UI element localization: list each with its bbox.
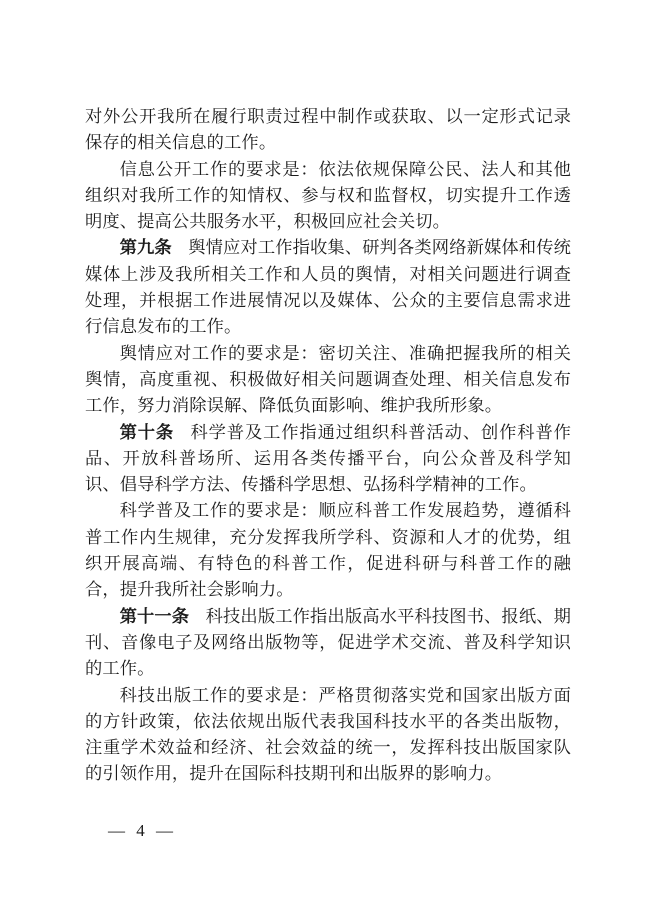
article-number: 第十一条 <box>119 606 190 626</box>
paragraph-text: 舆情应对工作指收集、研判各类网络新媒体和传统媒体上涉及我所相关工作和人员的舆情，对相关问题进行调查处理，并根据工作进展情况以及媒体、公众的主要信息需求进行信息发布的工作。 <box>85 238 571 337</box>
paragraph: 科学普及工作的要求是：顺应科普工作发展趋势，遵循科普工作内生规律，充分发挥我所学科、资源和人才的优势，组织开展高端、有特色的科普工作，促进科研与科普工作的融合，提升我所社会影响力。 <box>85 501 571 600</box>
paragraph <box>85 420 571 499</box>
paragraph <box>85 235 571 340</box>
paragraph: 舆情应对工作的要求是：密切关注、准确把握我所的相关舆情，高度重视、积极做好相关问题调查处理、相关信息发布工作，努力消除误解、降低负面影响、维护我所形象。 <box>85 343 571 416</box>
paragraph <box>85 604 571 683</box>
document-body <box>85 104 571 788</box>
paragraph: 信息公开工作的要求是：依法依规保障公民、法人和其他组织对我所工作的知情权、参与权和监督权，切实提升工作透明度、提高公共服务水平，积极回应社会关切。 <box>85 159 571 232</box>
paragraph: 科技出版工作的要求是：严格贯彻落实党和国家出版方面的方针政策，依法依规出版代表我国科技水平的各类出版物，注重学术效益和经济、社会效益的统一，发挥科技出版国家队的引领作用，提升在国际科技期刊和出版界的影响力。 <box>85 685 571 784</box>
paragraph: 对外公开我所在履行职责过程中制作或获取、以一定形式记录保存的相关信息的工作。 <box>85 107 571 153</box>
paragraph-text: 科学普及工作指通过组织科普活动、创作科普作品、开放科普场所、运用各类传播平台，向公众普及科学知识、倡导科学方法、传播科学思想、弘扬科学精神的工作。 <box>85 422 571 495</box>
article-number: 第九条 <box>119 238 172 258</box>
paragraph-text: 科技出版工作指出版高水平科技图书、报纸、期刊、音像电子及网络出版物等，促进学术交流、普及科学知识的工作。 <box>85 606 571 679</box>
page-number: — 4 — <box>108 821 173 840</box>
article-number: 第十条 <box>119 422 175 442</box>
